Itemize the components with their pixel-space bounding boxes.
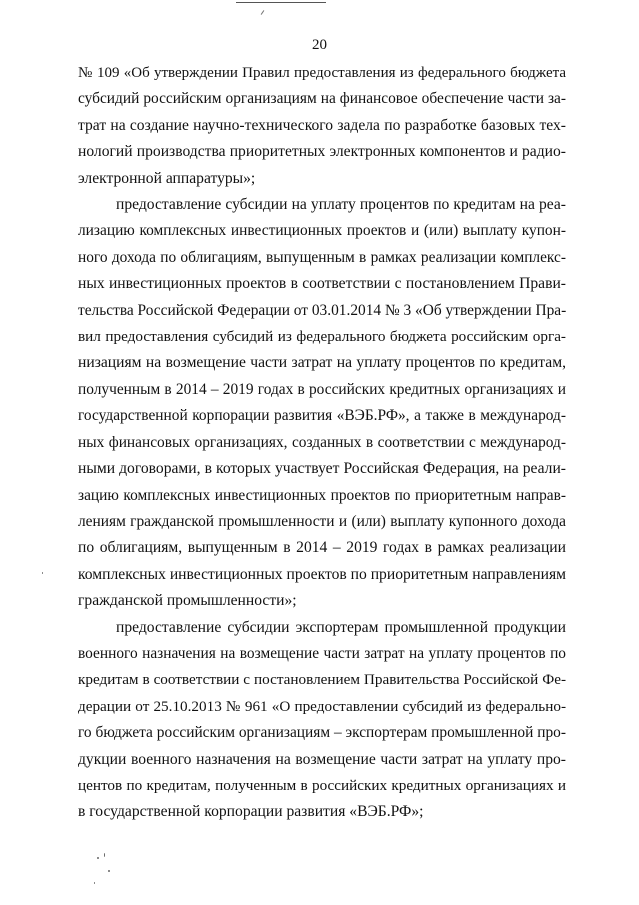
text-line: низациям на возмещение части затрат на уплату процентов по кредитам, xyxy=(78,354,566,372)
text-line: ных инвестиционных проектов в соответствии с постановлением Прави- xyxy=(78,275,566,293)
text-line: нологий производства приоритетных электронных компонентов и радио- xyxy=(78,143,566,161)
scan-speck xyxy=(104,853,105,857)
paragraph-2 xyxy=(78,192,566,615)
text-line: предоставление субсидии на уплату процентов по кредитам на реа- xyxy=(116,196,566,214)
text-line: зацию комплексных инвестиционных проектов по приоритетным направ- xyxy=(78,486,566,504)
text-line: трат на создание научно-технического задела по разработке базовых тех- xyxy=(78,116,566,134)
text-line: по облигациям, выпущенным в 2014 – 2019 годах в рамках реализации xyxy=(78,539,566,557)
text-line: лениям гражданской промышленности и (или) выплату купонного дохода xyxy=(78,512,566,530)
scan-speck xyxy=(97,857,99,859)
text-line: центов по кредитам, полученным в российских кредитных организациях и xyxy=(78,776,566,794)
text-line: электронной аппаратуры»; xyxy=(78,169,256,187)
paragraph-1 xyxy=(78,60,566,192)
scan-mark xyxy=(261,10,265,15)
text-line: ных финансовых организациях, созданных в соответствии с международ- xyxy=(78,433,566,451)
text-line: тельства Российской Федерации от 03.01.2014 № 3 «Об утверждении Пра- xyxy=(78,301,567,319)
document-body xyxy=(78,60,566,826)
text-line: ными договорами, в которых участвует Российская Федерация, на реали- xyxy=(78,460,566,478)
text-line: № 109 «Об утверждении Правил предоставления из федерального бюджета xyxy=(78,65,566,81)
text-line: полученным в 2014 – 2019 годах в российских кредитных организациях и xyxy=(78,380,566,398)
text-line: гражданской промышленности»; xyxy=(78,592,297,610)
text-line: в государственной корпорации развития «ВЭБ.РФ»; xyxy=(78,803,424,821)
paragraph-3 xyxy=(78,615,566,826)
page-number: 20 xyxy=(312,37,327,53)
text-line: предоставление субсидии экспортерам промышленной продукции xyxy=(116,618,566,636)
text-line: дукции военного назначения на возмещение части затрат на уплату про- xyxy=(78,750,566,768)
text-line: комплексных инвестиционных проектов по приоритетным направлениям xyxy=(78,565,566,583)
text-line: дерации от 25.10.2013 № 961 «О предоставлении субсидий из федерально- xyxy=(78,697,566,715)
scan-speck xyxy=(94,882,95,884)
text-line: государственной корпорации развития «ВЭБ.РФ», а также в международ- xyxy=(78,407,566,425)
scan-top-rule xyxy=(236,2,326,3)
text-line: ного дохода по облигациям, выпущенным в рамках реализации комплекс- xyxy=(78,248,566,266)
text-line: субсидий российским организациям на финансовое обеспечение части за- xyxy=(78,90,566,108)
text-line: лизацию комплексных инвестиционных проектов и (или) выплату купон- xyxy=(78,222,566,240)
text-line: вил предоставления субсидий из федерального бюджета российским орга- xyxy=(78,328,566,346)
text-line: го бюджета российским организациям – экспортерам промышленной про- xyxy=(78,724,566,742)
text-line: кредитам в соответствии с постановлением Правительства Российской Фе- xyxy=(78,671,566,689)
scan-speck xyxy=(108,870,110,872)
text-line: военного назначения на возмещение части затрат на уплату процентов по xyxy=(78,644,566,662)
scan-speck xyxy=(42,572,43,574)
